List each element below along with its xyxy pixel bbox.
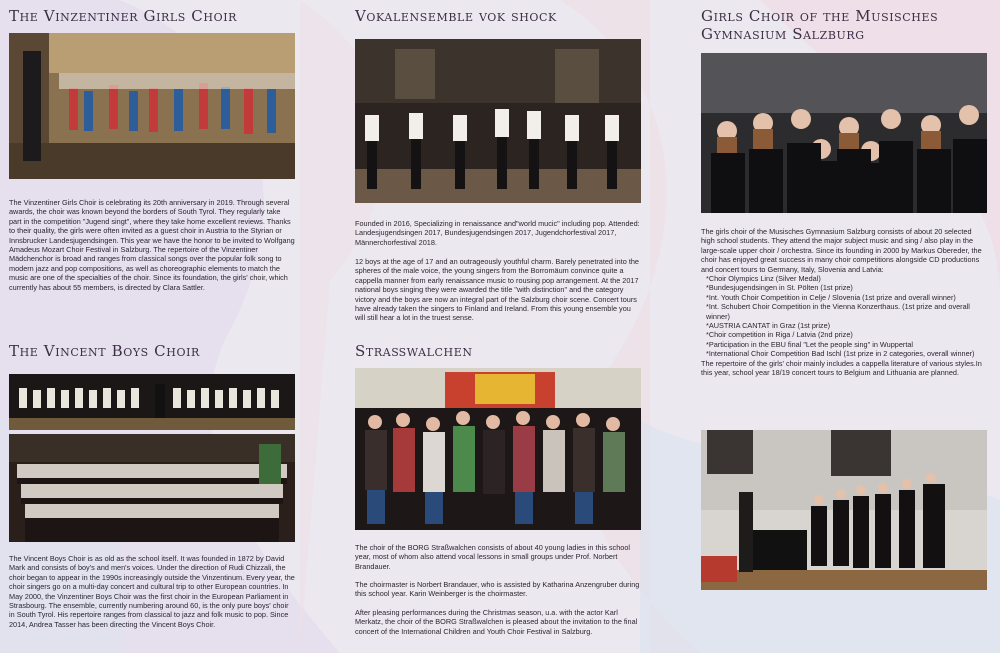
musisches-award: *Choir Olympics Linz (Silver Medal) bbox=[706, 274, 821, 284]
strasswalchen-text-3: After pleasing performances during the Christmas season, u.a. with the actor Karl Merkatz, the choir of the BORG Straßwalchen is pleased about the invitation to the final concert of the International Children and Youth Choir Festival in Salzburg. bbox=[355, 608, 638, 636]
strasswalchen-text-2: The choirmaster is Norbert Brandauer, who is assisted by Katharina Anzengruber during this school year. Karin Weinberger is the choirmaster. bbox=[355, 580, 640, 599]
vokshock-text-2: 12 boys at the age of 17 and an outrageously youthful charm. Barely penetrated into the spheres of the male voice, the young singers from the Borromäum convince quite a cappella manner from early renaissance music to rousing pop arrangement. At the 2017 national boys singing they were awarded the title "with distinction" and the category victory and the boys are now an integral part of the Salzburg choir scene. Concert tours have already taken the singers to Finland and Ireland. From this young ensemble you will still hear a lot in the truest sense. bbox=[355, 257, 639, 323]
vokshock-photo bbox=[355, 39, 641, 203]
musisches-award: *Int. Youth Choir Competition in Celje / Slovenia (1st prize and overall winner) bbox=[706, 292, 956, 302]
strasswalchen-title: Straßwalchen bbox=[355, 342, 473, 360]
musisches-award: *Participation in the EBU final "Let the people sing" in Wuppertal bbox=[706, 339, 914, 349]
strasswalchen-photo bbox=[355, 368, 641, 530]
musisches-award: *Bundesjugendsingen in St. Pölten (1st prize) bbox=[706, 283, 853, 293]
vinzentiner-photo bbox=[9, 33, 295, 179]
musisches-award: *Choir competition in Riga / Latvia (2nd prize) bbox=[706, 330, 853, 340]
vincent-photo-bottom bbox=[9, 434, 295, 542]
vokshock-title: Vokalensemble vok shock bbox=[355, 7, 557, 25]
strasswalchen-text-1: The choir of the BORG Straßwalchen consists of about 40 young ladies in this school year, most of whom also attend vocal lessons in small groups under Prof. Norbert Brandauer. bbox=[355, 543, 630, 571]
musisches-photo-2 bbox=[701, 430, 987, 590]
vincent-photo-top bbox=[9, 374, 295, 430]
musisches-award: *International Choir Competition Bad Ischl (1st prize in 2 categories, overall winner) bbox=[706, 349, 975, 359]
vinzentiner-title: The Vinzentiner Girls Choir bbox=[9, 7, 238, 25]
musisches-award: *AUSTRIA CANTAT in Graz (1st prize) bbox=[706, 321, 831, 331]
vinzentiner-text: The Vinzentiner Girls Choir is celebrating its 20th anniversary in 2019. Through several awards, the choir was known beyond the borders of South Tyrol. They regularly take part in the competition "Jugend singt", where they take home excellent reviews. Thanks to their quality, the girls were often invited as a guest choir in Austria to the Styrian or Innsbrucker Landesjugendsingen. This year we have the honor to be invited to Wolfgang Amadeus Mozart Choir Festival in Salzburg. The repertoire of the Vinzentiner Mädchenchor is broad and ranges from classical songs over the popular folk song to modern jazz and pop compositions, as well as choreographic elements to match the music are one of the specialties of the choir. Since its foundation, the girls' choir, which currently has about 55 members, is directed by Clara Sattler. bbox=[9, 198, 295, 292]
vincent-title: The Vincent Boys Choir bbox=[9, 342, 200, 360]
column-left bbox=[9, 0, 295, 629]
musisches-photo bbox=[701, 53, 987, 213]
vincent-text: The Vincent Boys Choir is as old as the school itself. It was founded in 1872 by David Mark and consists of boy's and men's voices. Under the direction of Rudi Chizzali, the choir began to appear in the 1990s increasingly outside the Vinzentinum. Every year, the choir singers go on a multi-day concert and cultural trip to other European countries. In May 2000, the Vinzentiner Boys Choir was the first choir in the European Parliament in Strasbourg. The ensemble, currently numbering around 60, is the only pure boys' choir in South Tyrol. His repertoire ranges from classical to jazz and folk music to pop. Since 2014, Andrea Tasser has been directing the Vincent Boys Choir. bbox=[9, 554, 295, 629]
column-right bbox=[701, 0, 987, 378]
musisches-intro: The girls choir of the Musisches Gymnasium Salzburg consists of about 20 selected high school students. They attend the major subject music and sing / also play in the large-scale upper choir / orchestra. Since its founding in 2000 by Markus Obereder, the choir has enjoyed great success in many choir competitions alongside CD productions and concert tours to Germany, Italy, Slovenia and Latvia: bbox=[701, 227, 982, 274]
vokshock-text-1: Founded in 2016, Specializing in renaissance and"world mucic" including pop. Attended: Landesjugendsingen 2017, Bundesjugendsingen 2017, Jugendchorfestival 2017, Männerchorfestival 2018. bbox=[355, 219, 640, 247]
musisches-award: *Int. Schubert Choir Competition in the Vienna Konzerthaus. (1st prize and overall winner) bbox=[706, 302, 970, 321]
column-middle bbox=[355, 0, 641, 636]
musisches-outro: The repertoire of the girls' choir mainly includes a cappella literature of various styles.In this year, school year 18/19 concert tours to Belgium and Lithuania are planned. bbox=[701, 358, 982, 378]
musisches-text bbox=[701, 227, 987, 378]
musisches-title: Girls Choir of the Musisches Gymnasium Salzburg bbox=[701, 7, 939, 43]
